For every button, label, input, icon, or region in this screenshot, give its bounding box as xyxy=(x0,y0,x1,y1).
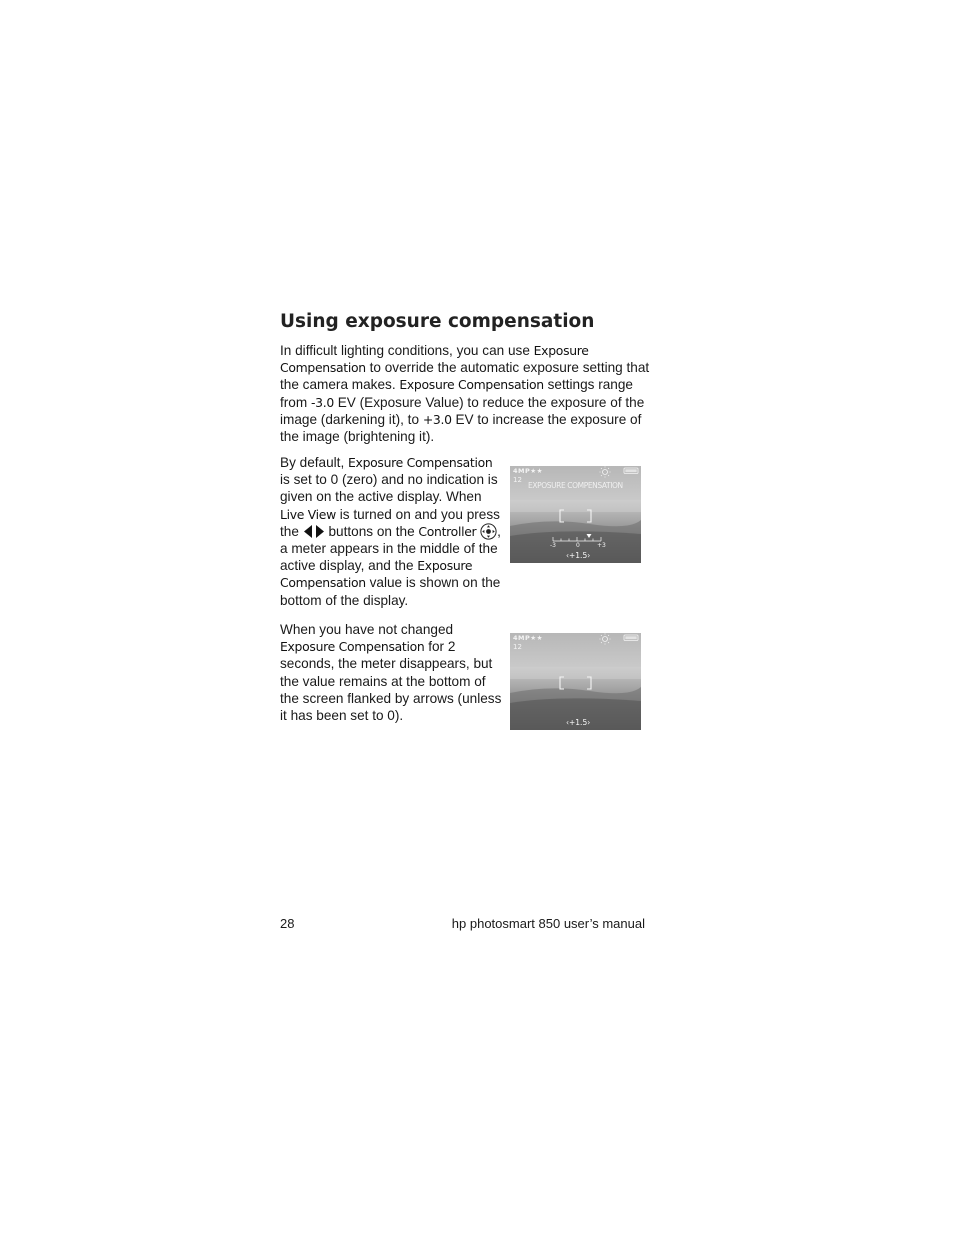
sun-icon xyxy=(600,634,611,645)
meter-label-min: -3 xyxy=(550,542,556,549)
section-heading: Using exposure compensation xyxy=(280,311,595,332)
text: buttons on the xyxy=(324,523,419,539)
resolution-indicator: 4MP★★ xyxy=(513,634,543,642)
battery-icon xyxy=(624,635,638,641)
ui-term-min-ev: -3.0 xyxy=(310,394,334,410)
text: EV (Exposure Value) to reduce the exposure of the image (darkening it), to xyxy=(280,394,645,427)
beach-scene xyxy=(510,633,641,730)
camera-screen-meter xyxy=(510,466,641,563)
shots-remaining: 12 xyxy=(513,476,522,484)
shots-remaining: 12 xyxy=(513,643,522,651)
camera-screen-value xyxy=(510,633,641,730)
text: By default, xyxy=(280,455,349,470)
meter-label-zero: 0 xyxy=(576,542,580,549)
ui-term-exposure-compensation: Exposure Compensation xyxy=(280,639,425,655)
ui-term-controller: Controller xyxy=(418,523,477,539)
text: value is shown on the bottom of the display. xyxy=(280,575,501,608)
text: In difficult lighting conditions, you can use xyxy=(280,343,534,358)
text: settings range from xyxy=(280,377,633,410)
ui-term-exposure-compensation: Exposure Compensation xyxy=(348,455,493,470)
ui-term-exposure-compensation: Exposure Compensation xyxy=(280,343,589,376)
manual-title: hp photosmart 850 user’s manual xyxy=(451,916,645,931)
text: is turned on and you press the xyxy=(280,506,500,539)
text: , a meter appears in the middle of the active display, and the xyxy=(280,523,501,574)
default-paragraph xyxy=(280,454,502,609)
resolution-indicator: 4MP★★ xyxy=(513,467,543,475)
controller-icon xyxy=(480,523,497,540)
text: EV to increase the exposure of the image (brightening it). xyxy=(280,411,642,445)
text: is set to 0 (zero) and no indication is given on the active display. When xyxy=(280,472,498,505)
ui-term-live-view: Live View xyxy=(280,506,336,522)
timeout-paragraph xyxy=(280,621,502,724)
page-number: 28 xyxy=(280,916,295,931)
text: When you have not changed xyxy=(280,622,454,637)
menu-title: EXPOSURE COMPENSATION xyxy=(528,481,623,490)
left-right-arrows-icon xyxy=(303,524,325,539)
intro-paragraph xyxy=(280,342,650,445)
ev-value: ‹+1.5› xyxy=(566,551,591,560)
ui-term-exposure-compensation: Exposure Compensation xyxy=(280,558,473,591)
battery-icon xyxy=(624,468,638,474)
ui-term-exposure-compensation: Exposure Compensation xyxy=(399,377,544,393)
text: to override the automatic exposure setting that the camera makes. xyxy=(280,360,650,393)
text: for 2 seconds, the meter disappears, but the value remains at the bottom of the screen flanked by arrows (unless it has been set to 0). xyxy=(280,639,502,724)
sun-icon xyxy=(600,467,611,478)
meter-label-max: +3 xyxy=(597,542,606,549)
ui-term-max-ev: +3.0 xyxy=(422,411,452,427)
ev-value: ‹+1.5› xyxy=(566,718,591,727)
